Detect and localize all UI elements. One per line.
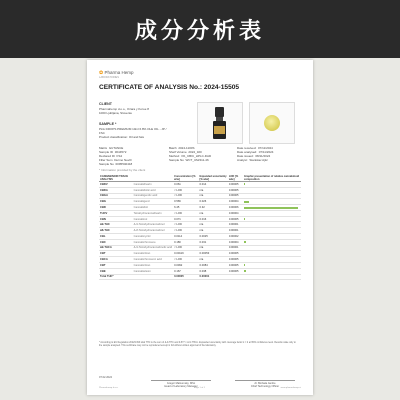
info-row: Shelf Volume 2024_320	[169, 150, 202, 154]
cell-code: Δ9-THCA	[99, 245, 133, 251]
signer-left-role: Head of Laboratory Manager	[164, 385, 198, 388]
footer-right: www.pharmahemp.si	[280, 387, 301, 389]
cell-lod: 0.00005	[228, 262, 243, 268]
cell-name: Cannabichromenic acid	[133, 257, 173, 263]
cell-name: Cannabicitran	[133, 251, 173, 257]
cell-lod: 0.00005	[228, 193, 243, 199]
cell-concentration: 0.00005	[173, 274, 198, 280]
cell-code: Total THC*	[99, 274, 133, 280]
cell-uncertainty: 0.0025	[199, 234, 228, 240]
sample-line-2: FS4	[99, 131, 105, 135]
cell-name	[133, 274, 173, 280]
cell-lod: 0.00004	[228, 199, 243, 205]
cell-lod	[228, 274, 243, 280]
cell-name: Cannabicitran	[133, 262, 173, 268]
hemp-leaf-icon: ✿	[99, 70, 104, 76]
cannabinoid-table	[99, 174, 301, 280]
cell-uncertainty: 0.014	[199, 182, 228, 188]
cell-uncertainty: 0.00053	[199, 251, 228, 257]
cell-lod: 0.00006	[228, 205, 243, 211]
composition-bar	[244, 207, 298, 209]
page-footer	[99, 387, 301, 389]
client-line-2: 1000 Ljubljana, Slovenia	[99, 111, 132, 115]
cell-concentration: 6.45	[173, 205, 198, 211]
composition-bar	[244, 270, 246, 272]
cell-lod: 0.00005	[228, 187, 243, 193]
cell-lod: 0.00001	[228, 228, 243, 234]
info-row: Method: PA_CBIC_HPLC-DAD	[169, 154, 212, 158]
cell-uncertainty: n/a	[199, 193, 228, 199]
cell-code: CBDA	[99, 187, 133, 193]
info-note: * Information provided by the client	[99, 168, 146, 172]
cell-uncertainty: 0.00001	[199, 274, 228, 280]
col-header-lod: LOD [% w/w]	[228, 174, 243, 182]
cell-code: CBT	[99, 262, 133, 268]
cell-concentration: 0.00119	[173, 251, 198, 257]
banner-title: 成分分析表	[134, 18, 265, 44]
cell-code: CBC	[99, 239, 133, 245]
cell-name: Δ-9-Tetrahydrocannabinolic acid	[133, 246, 173, 250]
cell-name: Cannabigerol	[133, 199, 173, 205]
cell-code: CBD	[99, 205, 133, 211]
cell-code: CBN	[99, 216, 133, 222]
signer-left-name: Gregor Maloumsky, MSc	[166, 382, 196, 385]
cell-lod: 0.00004	[228, 239, 243, 245]
info-row: Date received: 07/11/2024	[237, 146, 273, 150]
composition-bar	[244, 264, 245, 266]
total-row	[99, 274, 301, 280]
logo-subtitle: LABORATORIES	[99, 76, 119, 79]
cell-lod: 0.00005	[228, 257, 243, 263]
sample-photo	[249, 102, 295, 144]
sample-line-3: Product classification: Oil and fats	[99, 135, 145, 139]
info-row: Declared ID FS4	[99, 154, 123, 158]
cell-code: CBL	[99, 234, 133, 240]
cell-uncertainty: 0.038	[199, 268, 228, 274]
cell-concentration: < LOD	[173, 257, 198, 263]
cell-uncertainty: n/a	[199, 257, 228, 263]
cell-name: Δ-9-Tetrahydrocannabinol	[133, 222, 173, 228]
sample-label: SAMPLE *	[99, 122, 117, 126]
info-row: Matrix GUTANCE	[99, 146, 124, 150]
info-row: Date analysed: 07/11/2024	[237, 150, 274, 154]
cell-code: CBGA	[99, 193, 133, 199]
cell-lod: 0.00005	[228, 182, 243, 188]
cell-name: Cannabidiolic acid	[133, 187, 173, 193]
composition-bar	[244, 241, 246, 243]
cell-concentration: 0.071	[173, 216, 198, 222]
cell-lod: 0.00004	[228, 210, 243, 216]
cell-concentration: 0.0392	[173, 262, 198, 268]
cell-name: Cannabicyclol	[133, 234, 173, 240]
cell-lod: 0.00005	[228, 251, 243, 257]
cell-name: Cannabichromene	[133, 239, 173, 245]
composition-bar	[244, 183, 245, 185]
cell-code: CBE	[99, 268, 133, 274]
col-header-uncertainty: Expanded uncertainty [% w/w]	[199, 174, 227, 181]
cell-lod: 0.00001	[228, 222, 243, 228]
product-photo	[197, 102, 243, 144]
signer-right-name: dr. Borbala Jambe	[254, 382, 276, 385]
cell-concentration: 0.061	[173, 182, 198, 188]
cell-code: Δ8-THC	[99, 228, 133, 234]
cell-concentration: < LOD	[173, 210, 198, 216]
info-row: Sample ID 3044572	[99, 150, 127, 154]
info-row: Sample No WCT_UM/411-46	[169, 158, 209, 162]
cell-concentration: < LOD	[173, 228, 198, 234]
header-banner	[0, 0, 400, 58]
col-header-name	[133, 174, 173, 182]
footnote: * According to EU Regulation 2022/1393 total THC is the sum of Δ-9-THC and 0.877 × Δ-9-THCA. Expanded uncertainty with coverage factor k = 2 at 95% confidence level. Results relate only to the sample analysed. This certificate may not be reproduced except in full without written approval of the laboratory.	[99, 342, 296, 348]
client-line-1: Pharmahemp d.o.o., Ozara y Koroe 8	[99, 107, 149, 111]
signature-date: 07.02.2024	[99, 376, 112, 379]
cell-concentration: < LOD	[173, 222, 198, 228]
cell-uncertainty: n/a	[199, 187, 228, 193]
sample-line-1: Pink DROPS PREMIUM 10ml 6.8% OLE OIL - JP /	[99, 127, 167, 131]
cell-lod: 0.00002	[228, 234, 243, 240]
signer-right-role: Chief Technology Officer	[250, 385, 280, 388]
cell-uncertainty: 0.016	[199, 216, 228, 222]
info-row: Analyst: Stanislav Ajtic	[237, 158, 268, 162]
cell-uncertainty: n/a	[199, 245, 228, 251]
cell-code: Δ9-THC	[99, 222, 133, 228]
cell-name: Cannabielsoin	[133, 268, 173, 274]
cell-code: CBG	[99, 199, 133, 205]
cell-concentration: < LOD	[173, 193, 198, 199]
cell-code: CBT	[99, 251, 133, 257]
info-row: Sample No 0095540418	[99, 162, 133, 166]
cell-name: Cannabidiol	[133, 205, 173, 211]
logo-text: Pharma Hemp	[104, 70, 134, 75]
table-body	[99, 182, 301, 280]
cell-name: Cannabidivarin	[133, 182, 173, 188]
col-header-graphic: Graphic presentation of relative cannabinoid composition	[244, 174, 300, 181]
cell-name: Cannabinol	[133, 216, 173, 222]
cell-graphic	[243, 274, 301, 280]
cell-uncertainty: n/a	[199, 222, 228, 228]
composition-bar	[244, 218, 245, 220]
oil-drop	[264, 115, 280, 131]
info-row: Batch 2024-1100S	[169, 146, 195, 150]
cell-name: Δ-8-Tetrahydrocannabinol	[133, 228, 173, 234]
dropper-cap	[215, 107, 224, 117]
client-label: CLIENT	[99, 102, 112, 106]
cell-code: THCV	[99, 210, 133, 216]
cell-concentration: < LOD	[173, 245, 198, 251]
cell-uncertainty: 0.0084	[199, 262, 228, 268]
cell-lod: 0.00005	[228, 216, 243, 222]
col-header-analysis: CANNABINOID TRACE ANALYSIS	[99, 174, 133, 182]
cell-uncertainty: 0.32	[199, 205, 228, 211]
table-header-row	[99, 174, 301, 182]
info-row: Filler Sum Dermo Nevill	[99, 158, 132, 162]
certificate-document	[87, 60, 313, 395]
footer-left: Pharmahemp d.o.o.	[99, 387, 119, 389]
cell-uncertainty: n/a	[199, 210, 228, 216]
cell-uncertainty: 0.026	[199, 199, 228, 205]
col-header-concentration: Concentration [% w/w]	[173, 174, 198, 182]
footer-page: Page 1 of 1	[193, 387, 206, 389]
cell-uncertainty: 0.031	[199, 239, 228, 245]
cell-concentration: < LOD	[173, 187, 198, 193]
cell-concentration: 0.566	[173, 199, 198, 205]
cell-uncertainty: n/a	[199, 228, 228, 234]
composition-bar	[244, 201, 249, 203]
cell-lod: 0.00005	[228, 268, 243, 274]
cell-concentration: 0.167	[173, 268, 198, 274]
cell-concentration: 0.0114	[173, 234, 198, 240]
cell-concentration: 0.180	[173, 239, 198, 245]
cell-name: Cannabigerolic acid	[133, 193, 173, 199]
certificate-title: CERTIFICATE OF ANALYSIS No.: 2024-15505	[99, 84, 240, 91]
cell-code: CBCA	[99, 257, 133, 263]
info-row: Date issued: 08/11/2024	[237, 154, 271, 158]
cell-lod: 0.00001	[228, 245, 243, 251]
cell-name: Tetrahydrocannabivarin	[133, 210, 173, 216]
cell-code: CBDV	[99, 182, 133, 188]
